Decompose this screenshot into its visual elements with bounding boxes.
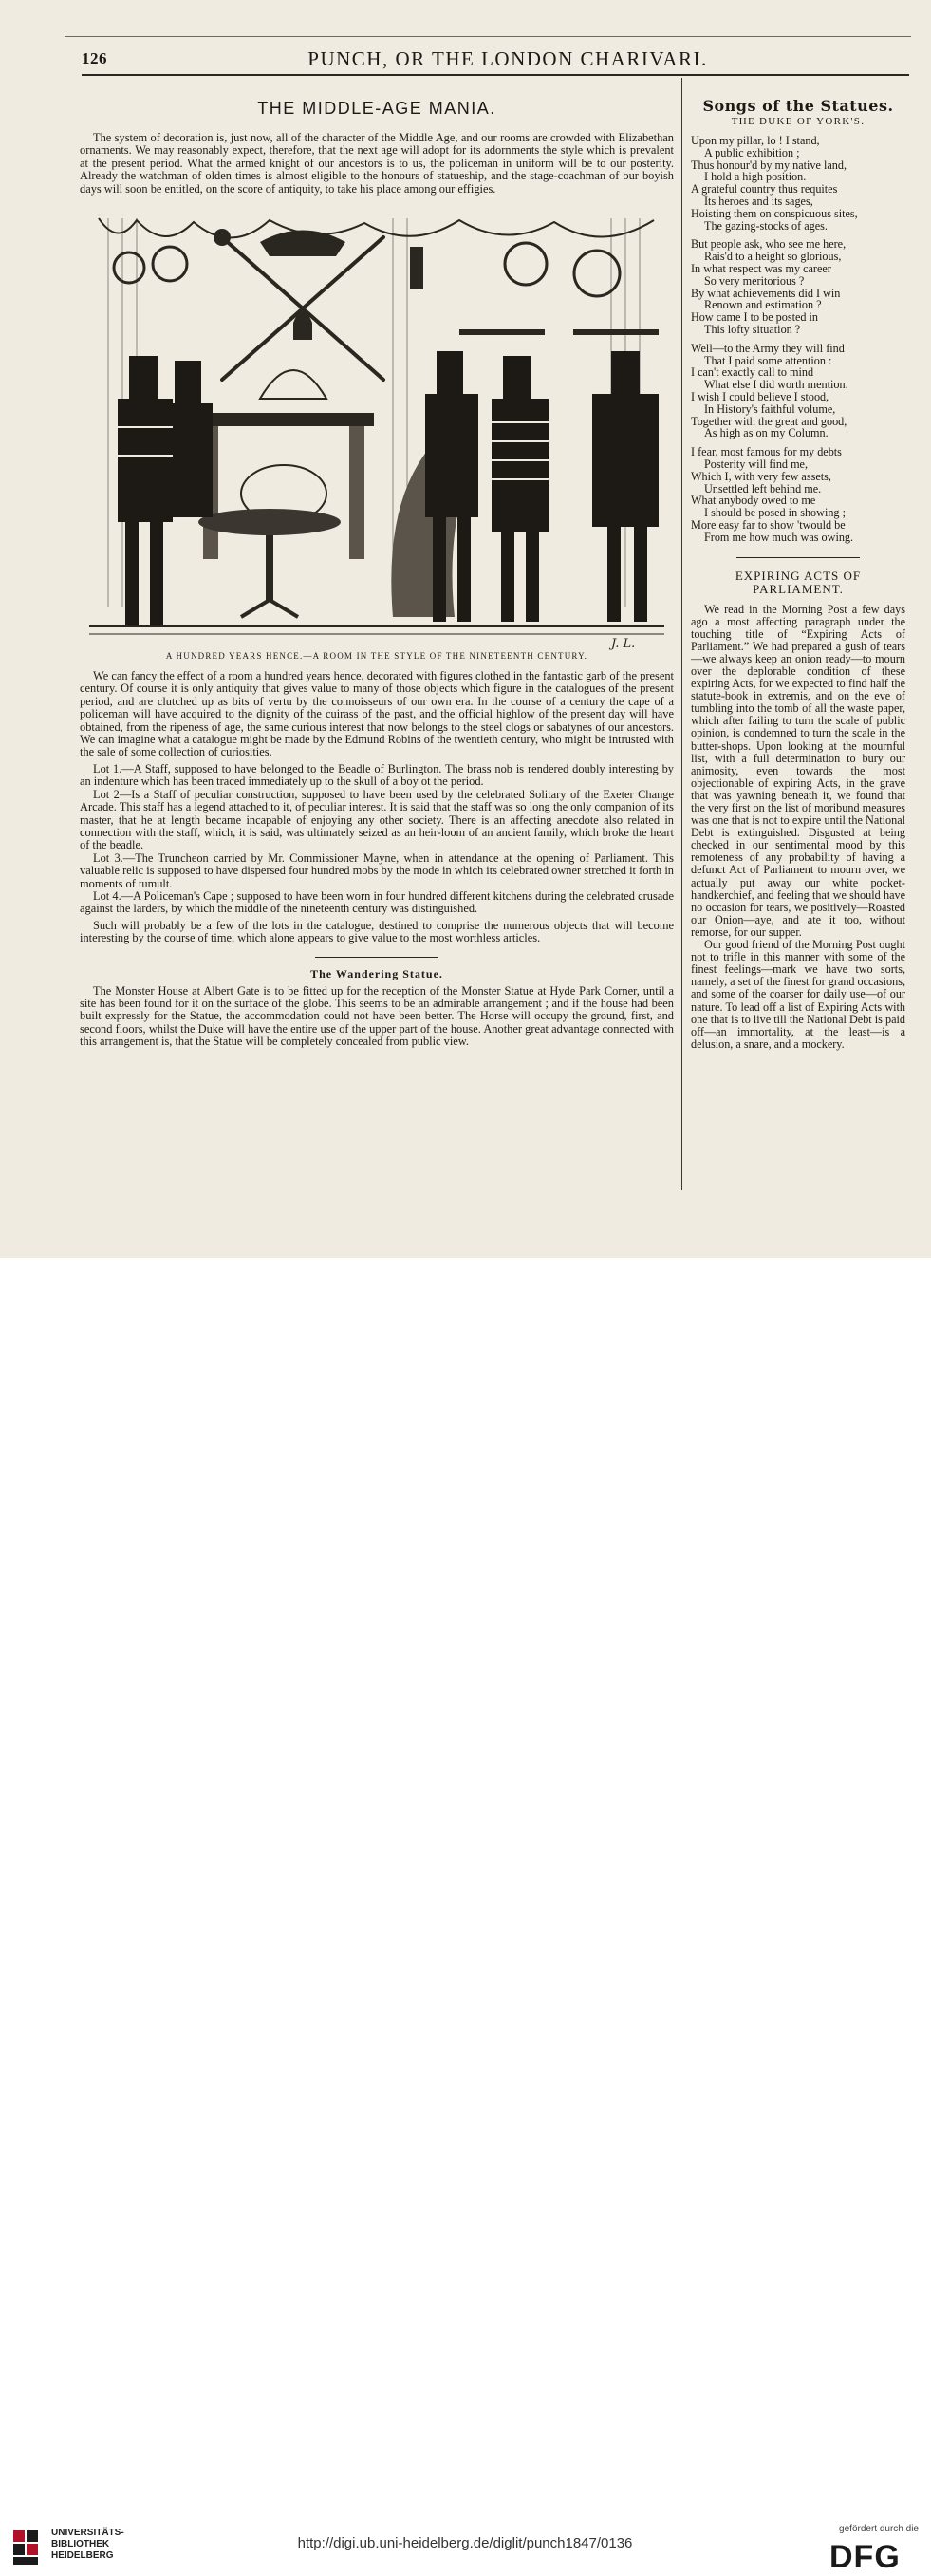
poem-line: Rais'd to a height so glorious, <box>704 250 842 264</box>
poem-line: I wish I could believe I stood, <box>691 389 829 403</box>
lot-3: Lot 3.—The Truncheon carried by Mr. Commissioner Mayne, when in attendance at the opening of Parliament. This valuable relic is supposed to have dispersed four hundred mobs by the mode in which its celebrated owner stretched it forth in moments of tumult. <box>80 850 674 890</box>
institution-line: BIBLIOTHEK <box>51 2539 110 2549</box>
stanza-2 <box>691 238 905 335</box>
expiring-acts-paragraph-2: Our good friend of the Morning Post ought not to trifle in this manner with some of the finest feelings—mark we have two sorts, namely, a set of the finest for grand occasions, and some of the coarser for daily use—of our nature. To lead off a list of Expiring Acts with one that is to live till the National Debt is paid off—an immortality, at the least—is a delusion, a snare, and a mockery. <box>691 938 905 1051</box>
header-rule <box>82 74 909 76</box>
newspaper-page <box>0 0 931 1258</box>
source-url-link[interactable]: http://digi.ub.uni-heidelberg.de/diglit/punch1847/0136 <box>297 2535 633 2551</box>
top-border-line <box>65 36 911 37</box>
expiring-acts-paragraph-1: We read in the Morning Post a few days ago a most affecting paragraph under the touching title of “Expiring Acts of Parliament.” We had prepared a gush of tears—we always keep an onion ready—to mourn over the deplorable condition of these expiring Acts, for we expected to find half the statute-book in extremis, and on the eve of tumbling into the tomb of all the waste paper, which after failing to turn the scale of public opinion, is condemned to turn the scale in the butter-shops. Upon looking at the mournful list, with a full determination to bury our animosity, even towards the most objectionable of expiring Acts, in the grave that was yawning beneath it, we found that the very first on the list of moribund measures was one that is not to expire until the National Debt is extinguished. Disgusted at being checked in our sentimental mood by this remoteness of any probability of having a defunct Act of Parliament to mourn over, we actually put away our white pocket-handkerchief, and feeling that we should have no occasion for tears, we positively—Roasted our Onion—aye, and ate it too, without remorse, for our supper. <box>691 602 905 939</box>
institution-line: HEIDELBERG <box>51 2550 114 2561</box>
poem-line: By what achievements did I win <box>691 286 841 300</box>
digitization-footer <box>0 1258 931 2575</box>
illustration-caption: A HUNDRED YEARS HENCE.—A ROOM IN THE STYLE OF THE NINETEENTH CENTURY. <box>165 651 588 662</box>
songs-title: Songs of the Statues. <box>702 97 894 115</box>
poem-line: More easy far to show 'twould be <box>691 517 846 532</box>
poem-line: The gazing-stocks of ages. <box>704 218 828 233</box>
poem <box>691 135 905 544</box>
stanza-1 <box>691 135 905 232</box>
cartoon-illustration <box>80 209 674 655</box>
closing-paragraph: Such will probably be a few of the lots in the catalogue, destined to comprise the numerous objects that will become interesting by the course of time, which alone appears to give value to the most worthless articles. <box>80 918 674 945</box>
poem-line: How came I to be posted in <box>691 310 819 325</box>
side-column <box>691 95 905 1051</box>
poem-line: Posterity will find me, <box>704 457 809 471</box>
funded-by-label: gefördert durch die <box>839 2524 919 2534</box>
poem-line: In History's faithful volume, <box>704 401 836 416</box>
expiring-acts-title: EXPIRING ACTS OF PARLIAMENT. <box>735 568 862 596</box>
poem-subtitle: THE DUKE OF YORK'S. <box>731 116 866 127</box>
poem-line: In what respect was my career <box>691 261 831 275</box>
wandering-statue-text: The Monster House at Albert Gate is to be fitted up for the reception of the Monster Statue at Hyde Park Corner, until a site has been found for it on the surface of the globe. This seems to be an admirable arrangement ; and if the house had been built expressly for the Statue, the accommodation could not have been better. The Horse will occupy the ground, first, and second floors, whilst the Duke will have the entire use of the upper part of the house. Another great advantage connected with this arrangement is, that the Statue will be completely concealed from public view. <box>80 983 674 1049</box>
stanza-3 <box>691 343 905 439</box>
poem-line: Renown and estimation ? <box>704 298 822 312</box>
wandering-statue-title: The Wandering Statue. <box>310 966 443 980</box>
poem-line: So very meritorious ? <box>704 273 805 288</box>
poem-line: I hold a high position. <box>704 170 807 184</box>
body-paragraph-1: We can fancy the effect of a room a hundred years hence, decorated with figures clothed in the fantastic garb of the present century. Of course it is only antiquity that gives value to many of those objects which figure in the catalogues of the present period, and are clutched up as bits of vertu by the connoisseurs of our own era. In the course of a century the cape of a policeman will have acquired to the dignity of the cuirass of the past, and the official highlow of the present day will have obtained, from the ripeness of age, the same curious interest that now belongs to the steel clogs or sabatynes of our ancestors. We can imagine what a catalogue might be made by the Edmund Robins of the twentieth century, who might be intrusted with the sale of some collection of curiosities. <box>80 669 674 759</box>
poem-line: Together with the great and good, <box>691 414 847 428</box>
column-divider <box>681 78 682 1190</box>
poem-line: That I paid some attention : <box>704 353 832 367</box>
dfg-logo: DFG <box>829 2539 901 2575</box>
poem-line: I fear, most famous for my debts <box>691 445 842 459</box>
page-number: 126 <box>82 49 107 67</box>
stanza-4 <box>691 446 905 543</box>
side-section-rule <box>736 557 860 558</box>
poem-line: What anybody owed to me <box>691 494 816 508</box>
article-title: THE MIDDLE-AGE MANIA. <box>257 99 496 118</box>
poem-line: Well—to the Army they will find <box>691 341 845 355</box>
university-library-logo-icon <box>11 2527 44 2570</box>
poem-line: I should be posed in showing ; <box>704 506 846 520</box>
poem-line: I can't exactly call to mind <box>691 365 814 380</box>
section-rule <box>315 957 438 958</box>
poem-line: From me how much was owing. <box>704 530 854 544</box>
lot-1: Lot 1.—A Staff, supposed to have belonged to the Beadle of Burlington. The brass nob is rendered doubly interesting by an indenture which has been traced immediately up to the skull of a boy ot the period. <box>80 761 674 789</box>
lot-4: Lot 4.—A Policeman's Cape ; supposed to have been worn in four hundred different kitchens during the celebrated crusade against the larders, by which the middle of the nineteenth century was distinguished. <box>80 888 674 916</box>
lot-2: Lot 2—Is a Staff of peculiar construction, supposed to have been used by the celebrated Solitary of the Exeter Change Arcade. This staff has a legend attached to it, of peculiar interest. It is said that the staff was so long the only companion of its master, that he at length became incapable of enjoying any other society. There is an affecting anecdote also related in connection with the staff, which, it is said, was ultimately seized as an heir-loom of an ancient family, which broke the heart of the beadle. <box>80 787 674 852</box>
institution-name <box>51 2528 124 2562</box>
institution-line: UNIVERSITÄTS- <box>51 2528 124 2538</box>
poem-line: As high as on my Column. <box>704 426 829 440</box>
illustrator-signature: J. L. <box>611 637 636 652</box>
poem-line: Unsettled left behind me. <box>704 481 822 495</box>
poem-line: Thus honour'd by my native land, <box>691 158 847 172</box>
poem-line: This lofty situation ? <box>704 322 801 336</box>
poem-line: A grateful country thus requites <box>691 182 838 196</box>
poem-line: Upon my pillar, lo ! I stand, <box>691 134 820 147</box>
poem-line: Its heroes and its sages, <box>704 194 813 208</box>
article-intro: The system of decoration is, just now, all of the character of the Middle Age, and our rooms are crowded with Elizabethan ornaments. We may reasonably expect, therefore, that the next age will adopt for its adornments the style which is prevalent at the present period. What the armed knight of our ancestors is to us, the policeman in uniform will be to our posterity. Already the watchman of olden times is almost eligible to the honours of statueship, and the stage-coachman of our boyish days will soon be entitled, on the score of antiquity, to take his place among our effigies. <box>80 131 674 196</box>
poem-line: Hoisting them on conspicuous sites, <box>691 206 858 220</box>
poem-line: But people ask, who see me here, <box>691 237 847 252</box>
poem-line: Which I, with very few assets, <box>691 469 831 483</box>
poem-line: A public exhibition ; <box>704 145 800 159</box>
poem-line: What else I did worth mention. <box>704 378 848 392</box>
running-title: PUNCH, OR THE LONDON CHARIVARI. <box>307 47 708 70</box>
main-column <box>80 95 674 1049</box>
